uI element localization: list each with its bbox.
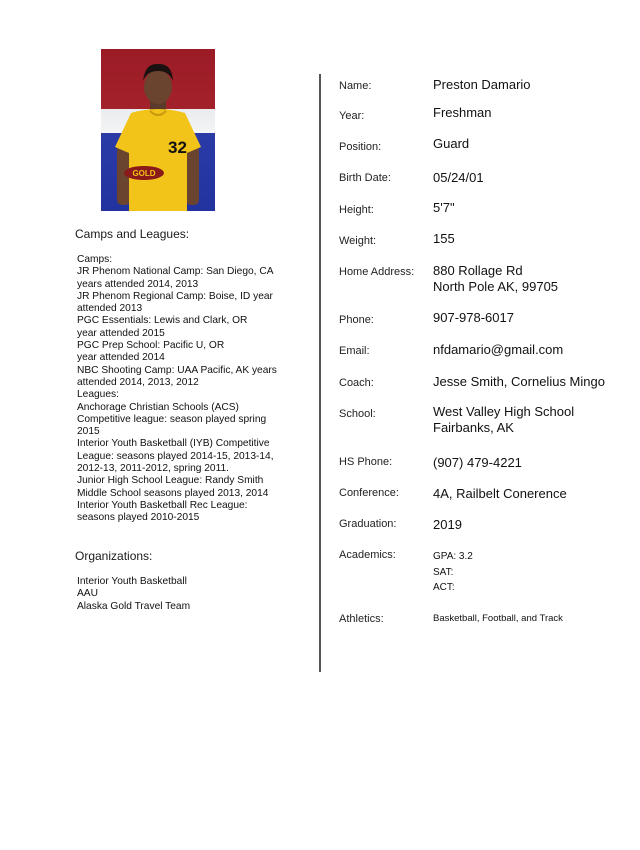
camps-line: Junior High School League: Randy Smith [77,475,264,487]
player-photo [101,49,215,211]
camps-line: 2012-13, 2011-2012, spring 2011. [77,463,229,475]
organization-item: Alaska Gold Travel Team [77,600,191,612]
camps-line: League: seasons played 2014-15, 2013-14, [77,450,274,462]
address-line1: 880 Rollage Rd [433,263,523,278]
sat-value: SAT: [433,567,454,578]
camps-heading: Camps and Leagues: [75,227,190,241]
column-divider [319,74,321,672]
camps-line: Anchorage Christian Schools (ACS) [77,401,239,413]
camps-line: NBC Shooting Camp: UAA Pacific, AK years [77,364,277,376]
camps-line: Interior Youth Basketball Rec League: [77,499,248,511]
name-value: Preston Damario [433,77,531,92]
athletics-label: Athletics: [339,613,384,625]
weight-value: 155 [433,231,455,246]
camps-line: JR Phenom National Camp: San Diego, CA [77,266,274,278]
height-value: 5'7" [433,200,455,215]
organization-item: Interior Youth Basketball [77,576,187,587]
camps-line: year attended 2014 [77,352,165,364]
jersey-number: 32 [168,138,187,157]
camps-line: JR Phenom Regional Camp: Boise, ID year [77,290,273,302]
birth-date-label: Birth Date: [339,172,391,184]
camps-line: seasons played 2010-2015 [77,512,200,524]
conference-value: 4A, Railbelt Conerence [433,486,567,501]
camps-line: attended 2014, 2013, 2012 [77,376,199,388]
organization-item: AAU [77,588,98,600]
camps-line: Middle School seasons played 2013, 2014 [77,487,269,499]
year-value: Freshman [433,105,492,120]
graduation-value: 2019 [433,517,462,532]
email-value: nfdamario@gmail.com [433,342,564,357]
act-value: ACT: [433,582,455,593]
jersey-logo: GOLD [132,169,156,178]
graduation-label: Graduation: [339,518,397,530]
address-label: Home Address: [339,266,415,278]
address-line2: North Pole AK, 99705 [433,279,559,294]
email-label: Email: [339,345,370,357]
school-label: School: [339,408,376,420]
organizations-list [77,576,292,613]
conference-label: Conference: [339,487,399,499]
camps-line: years attended 2014, 2013 [77,278,199,290]
phone-label: Phone: [339,314,374,326]
organizations-heading: Organizations: [75,549,153,563]
school-line1: West Valley High School [433,404,575,419]
camps-line: Interior Youth Basketball (IYB) Competitive [77,438,270,450]
coach-label: Coach: [339,377,374,389]
camps-line: PGC Prep School: Pacific U, OR [77,340,225,352]
camps-line: Leagues: [77,389,119,401]
camps-list [77,254,292,525]
camps-line: attended 2013 [77,303,143,315]
hs-phone-value: (907) 479-4221 [433,455,522,470]
player-figure [101,49,215,211]
gpa-value: GPA: 3.2 [433,551,473,562]
academics-label: Academics: [339,549,396,561]
camps-line: 2015 [77,426,100,438]
name-label: Name: [339,80,372,92]
position-value: Guard [433,136,470,151]
height-label: Height: [339,204,374,216]
coach-value: Jesse Smith, Cornelius Mingo [433,374,605,389]
position-label: Position: [339,141,382,153]
camps-line: PGC Essentials: Lewis and Clark, OR [77,315,248,327]
birth-date-value: 05/24/01 [433,170,484,185]
camps-line: Camps: [77,254,113,265]
athletics-value: Basketball, Football, and Track [433,613,563,624]
year-label: Year: [339,110,365,122]
hs-phone-label: HS Phone: [339,456,393,468]
school-line2: Fairbanks, AK [433,420,514,435]
phone-value: 907-978-6017 [433,310,514,325]
weight-label: Weight: [339,235,377,247]
camps-line: year attended 2015 [77,327,165,339]
camps-line: Competitive league: season played spring [77,413,267,425]
